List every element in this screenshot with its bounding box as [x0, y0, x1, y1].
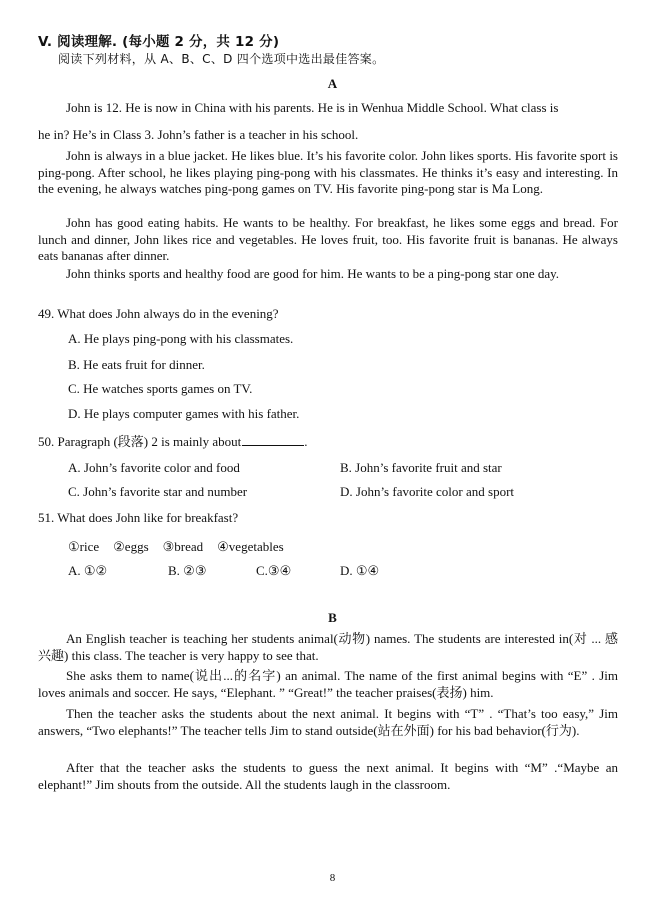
- question-49-option-d: D. He plays computer games with his father.: [68, 406, 300, 421]
- question-50-option-b: B. John’s favorite fruit and star: [340, 460, 502, 475]
- question-50-option-d: D. John’s favorite color and sport: [340, 484, 515, 499]
- question-49-option-b: B. He eats fruit for dinner.: [68, 357, 205, 372]
- passage-a-paragraph-1-line-2: he in? He’s in Class 3. John’s father is a teacher in his school.: [38, 127, 359, 142]
- passage-b-label: B: [328, 610, 337, 625]
- passage-b-paragraph-1: An English teacher is teaching her students animal(动物) names. The students are interested in(对 ... 感兴趣) this class. The teacher is very happy to see that.: [38, 631, 618, 663]
- passage-b-paragraph-4: After that the teacher asks the students to guess the next animal. It begins with “M” .“Maybe an elephant!” Jim shouts from the outside. All the students laugh in the classroom.: [38, 760, 618, 792]
- question-51-stem: 51. What does John like for breakfast?: [38, 510, 239, 525]
- passage-a-paragraph-4: John thinks sports and healthy food are good for him. He wants to be a ping-pong star one day.: [66, 266, 560, 281]
- page-number: 8: [329, 872, 336, 884]
- question-49-stem: 49. What does John always do in the evening?: [38, 306, 279, 321]
- section-heading: V. 阅读理解. (每小题 2 分，共 12 分): [38, 34, 280, 50]
- question-49-option-a: A. He plays ping-pong with his classmates.: [68, 331, 294, 346]
- question-50-option-a: A. John’s favorite color and food: [68, 460, 240, 475]
- item-vegetables: ④vegetables: [217, 539, 284, 554]
- question-50-stem: 50. Paragraph (段落) 2 is mainly about .: [38, 434, 308, 449]
- passage-a-label: A: [327, 76, 338, 91]
- item-rice: ①rice: [68, 539, 100, 554]
- passage-b-paragraph-2: She asks them to name(说出...的名字) an animal. The name of the first animal begins with “E” . Jim loves animals and soccer. He says, “Elephant. ” “Great!” the teacher praises(表扬) him.: [38, 668, 618, 700]
- passage-b-paragraph-3: Then the teacher asks the students about the next animal. It begins with “T” . “That’s too easy,” Jim answers, “Two elephants!” The teacher tells Jim to stand outside(站在外面) for his bad behavior(行为).: [38, 706, 618, 738]
- item-bread: ③bread: [162, 539, 204, 554]
- question-51-option-b: B. ②③: [168, 563, 207, 578]
- question-51-items: [68, 539, 298, 555]
- passage-a-paragraph-2: John is always in a blue jacket. He likes blue. It’s his favorite color. John likes sports. His favorite sport is ping-pong. After school, he likes playing ping-pong with his classmates. He thinks it’s easy and interesting. In the evening, he always watches ping-pong games on TV. His favorite ping-pong star is Ma Long.: [38, 148, 618, 197]
- question-51-option-d: D. ①④: [340, 563, 380, 578]
- question-51-option-c: C.③④: [256, 563, 292, 578]
- question-50-option-c: C. John’s favorite star and number: [68, 484, 248, 499]
- item-eggs: ②eggs: [113, 539, 149, 554]
- question-49-option-c: C. He watches sports games on TV.: [68, 381, 253, 396]
- answer-blank: [242, 434, 304, 446]
- passage-a-paragraph-1-line-1: John is 12. He is now in China with his parents. He is in Wenhua Middle School. What class is: [66, 100, 559, 115]
- passage-a-paragraph-3: John has good eating habits. He wants to be healthy. For breakfast, he likes some eggs and bread. For lunch and dinner, John likes rice and vegetables. He loves fruit, too. His favorite fruit is bananas. He always eats bananas after dinner.: [38, 215, 618, 264]
- question-51-option-a: A. ①②: [68, 563, 108, 578]
- section-instruction: 阅读下列材料，从 A、B、C、D 四个选项中选出最佳答案。: [58, 52, 385, 66]
